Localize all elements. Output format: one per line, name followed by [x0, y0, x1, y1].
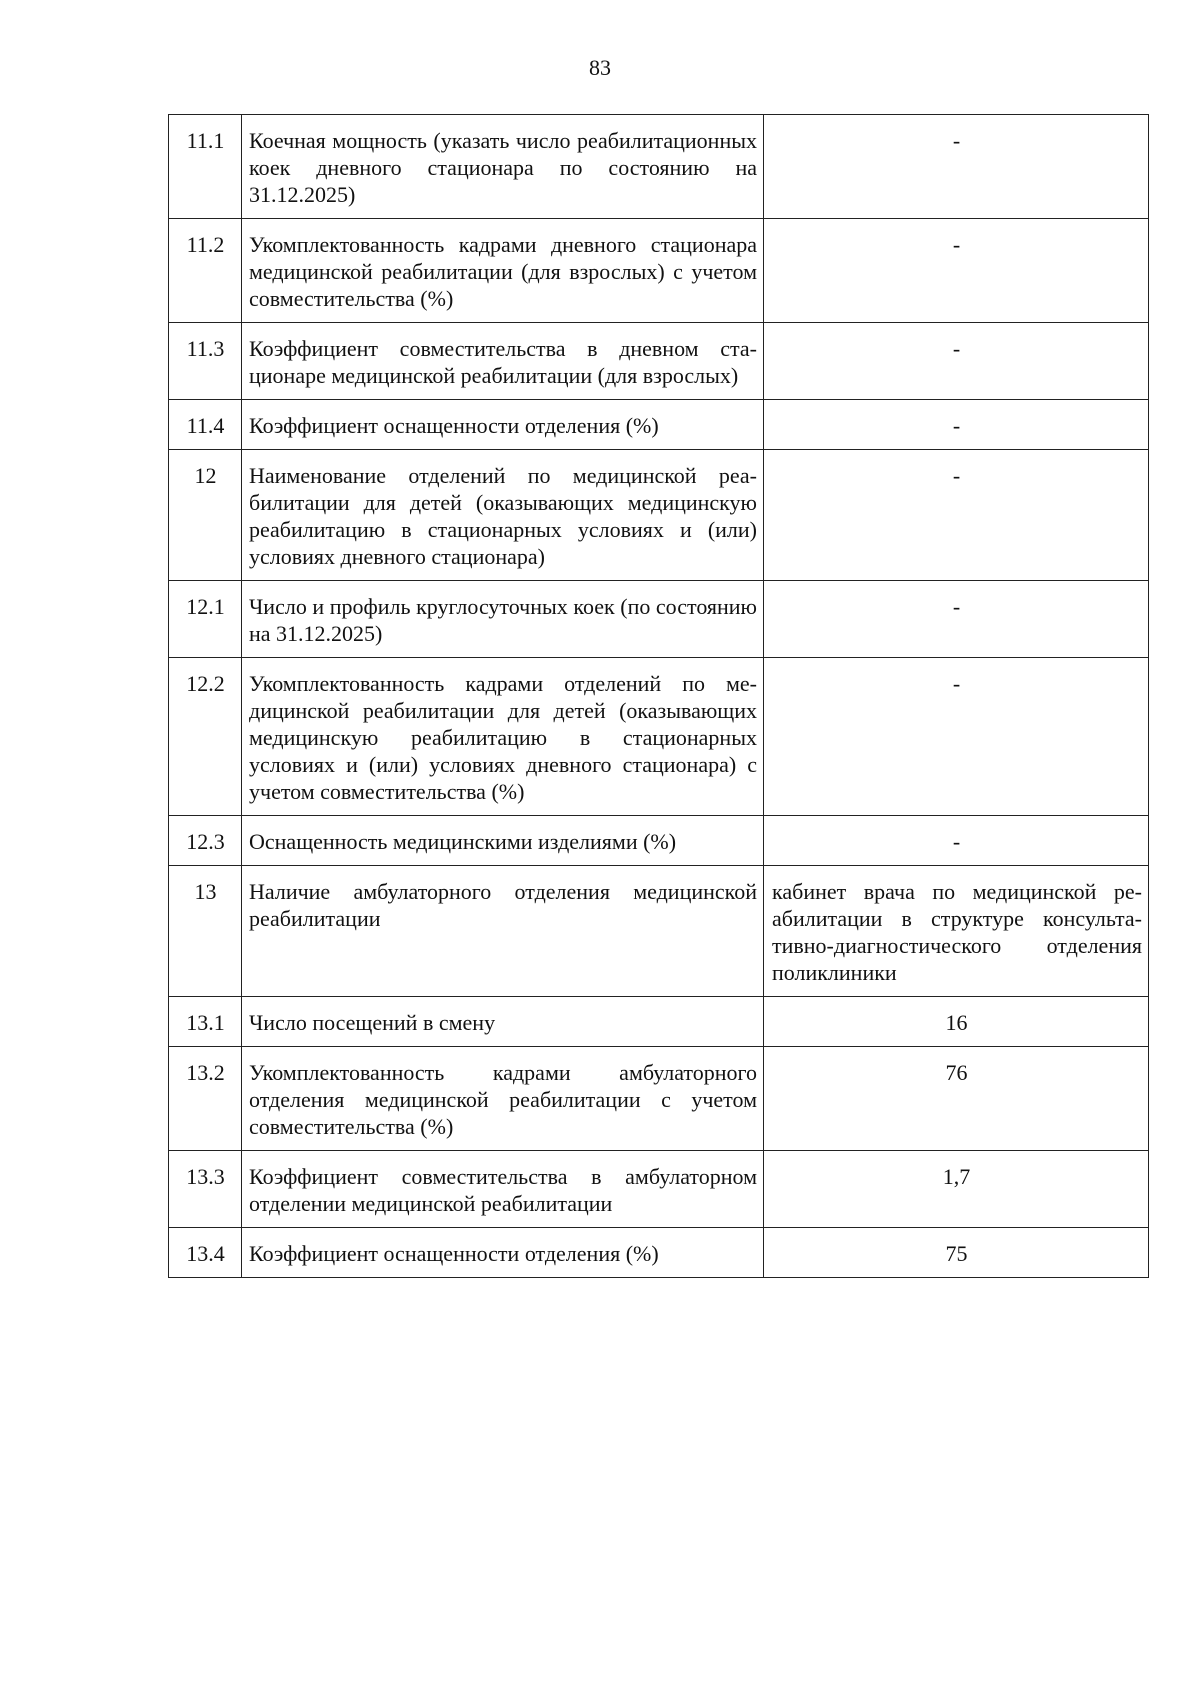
row-number: 12.2: [169, 658, 242, 816]
table-row: [169, 658, 1149, 816]
row-number: 11.3: [169, 323, 242, 400]
indicator-value: -: [764, 115, 1149, 219]
indicator-name: Укомплектованность кадрами дневного стационара медицинской реабилитации (для взрослых) с учетом совместительства (%): [242, 219, 764, 323]
indicator-value: -: [764, 219, 1149, 323]
table-row: [169, 1151, 1149, 1228]
row-number: 11.1: [169, 115, 242, 219]
table-row: [169, 997, 1149, 1047]
row-number: 13.4: [169, 1228, 242, 1278]
row-number: 11.2: [169, 219, 242, 323]
table-row: [169, 400, 1149, 450]
row-number: 12.1: [169, 581, 242, 658]
indicator-value: 76: [764, 1047, 1149, 1151]
table-row: [169, 450, 1149, 581]
row-number: 12: [169, 450, 242, 581]
indicator-value: -: [764, 323, 1149, 400]
indicator-name: Коэффициент оснащенности отделения (%): [242, 400, 764, 450]
table-row: [169, 1228, 1149, 1278]
indicators-table: [168, 114, 1149, 1278]
row-number: 13: [169, 866, 242, 997]
table-row: [169, 323, 1149, 400]
table-row: [169, 115, 1149, 219]
indicator-name: Оснащенность медицинскими изделиями (%): [242, 816, 764, 866]
indicator-name: Коэффициент оснащенности отделения (%): [242, 1228, 764, 1278]
table-row: [169, 816, 1149, 866]
row-number: 13.3: [169, 1151, 242, 1228]
row-number: 13.1: [169, 997, 242, 1047]
indicator-value: кабинет врача по медицинской реабилитации в структуре консультативно-диагностического отделения поликлиники: [764, 866, 1149, 997]
indicator-value: 16: [764, 997, 1149, 1047]
indicator-name: Укомплектованность кадрами амбулаторного отделения медицинской реабилитации с учетом совместительства (%): [242, 1047, 764, 1151]
indicator-value: -: [764, 816, 1149, 866]
table-row: [169, 866, 1149, 997]
indicator-name: Коечная мощность (указать число реабилитационных коек дневного стационара по состоянию на 31.12.2025): [242, 115, 764, 219]
table-row: [169, 219, 1149, 323]
indicator-value: -: [764, 450, 1149, 581]
indicator-value: -: [764, 581, 1149, 658]
indicator-value: 75: [764, 1228, 1149, 1278]
row-number: 11.4: [169, 400, 242, 450]
page-number: 83: [589, 55, 611, 80]
indicator-name: Число посещений в смену: [242, 997, 764, 1047]
indicator-name: Коэффициент совместительства в амбулаторном отделении медицинской реабилитации: [242, 1151, 764, 1228]
indicator-name: Укомплектованность кадрами отделений по медицинской реабилитации для детей (оказывающих медицинскую реабилитацию в стационарных условиях и (или) условиях дневного стационара) с учетом совместительства (%): [242, 658, 764, 816]
indicator-value: -: [764, 400, 1149, 450]
row-number: 12.3: [169, 816, 242, 866]
indicator-value: -: [764, 658, 1149, 816]
indicator-name: Наличие амбулаторного отделения медицинской реабилитации: [242, 866, 764, 997]
row-number: 13.2: [169, 1047, 242, 1151]
indicator-name: Наименование отделений по медицинской реабилитации для детей (оказывающих медицинскую реабилитацию в стационарных условиях и (или) условиях дневного стационара): [242, 450, 764, 581]
indicator-value: 1,7: [764, 1151, 1149, 1228]
indicator-name: Коэффициент совместительства в дневном стационаре медицинской реабилитации (для взрослых): [242, 323, 764, 400]
indicator-name: Число и профиль круглосуточных коек (по состоянию на 31.12.2025): [242, 581, 764, 658]
table-row: [169, 581, 1149, 658]
table-row: [169, 1047, 1149, 1151]
